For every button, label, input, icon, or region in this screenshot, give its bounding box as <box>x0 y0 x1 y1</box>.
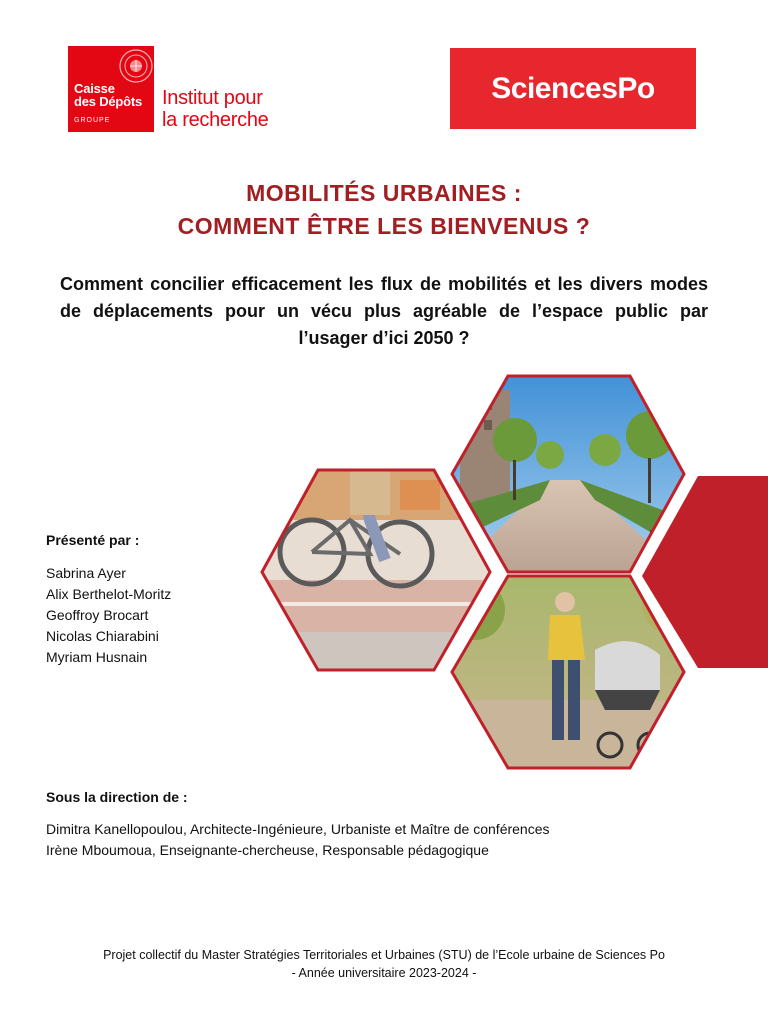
cyclist-photo <box>250 465 500 675</box>
page-subtitle: Comment concilier efficacement les flux de mobilités et les divers modes de déplacements pour un vécu plus agréable de l’espace public par l’usager d’ici 2050 ? <box>60 274 708 348</box>
institute-name <box>162 87 268 131</box>
title-line2: COMMENT ÊTRE LES BIENVENUS ? <box>177 213 591 239</box>
cdc-group-label: GROUPE <box>74 117 111 124</box>
cdc-name-line2: des Dépôts <box>74 94 143 109</box>
cdc-name-line1: Caisse <box>74 81 115 96</box>
presented-by-label: Présenté par : <box>46 532 140 548</box>
sciencespo-logo-text: SciencesPo <box>491 71 655 105</box>
director-entry: Dimitra Kanellopoulou, Architecte-Ingénieure, Urbaniste et Maître de conférences <box>46 821 550 837</box>
direction-label: Sous la direction de : <box>46 789 188 805</box>
director-entry: Irène Mboumoua, Enseignante-chercheuse, Responsable pédagogique <box>46 842 489 858</box>
tree-lined-promenade-photo <box>445 370 690 580</box>
institute-name-line2: la recherche <box>162 109 269 131</box>
hexagon-collage <box>250 370 768 780</box>
presenter-name: Alix Berthelot-Moritz <box>46 586 172 602</box>
presenter-name: Myriam Husnain <box>46 649 148 665</box>
institute-name-line1: Institut pour <box>162 87 263 109</box>
title-line1: MOBILITÉS URBAINES : <box>246 180 522 206</box>
presenter-name: Nicolas Chiarabini <box>46 628 159 644</box>
page-title <box>0 177 768 243</box>
cdc-institute-logo <box>68 46 290 132</box>
footer <box>46 946 722 982</box>
cdc-logo-block <box>68 46 154 132</box>
footer-year-line: - Année universitaire 2023-2024 - <box>291 966 477 980</box>
footer-project-line: Projet collectif du Master Stratégies Territoriales et Urbaines (STU) de l’Ecole urbaine de Sciences Po <box>103 948 665 962</box>
presenter-name: Geoffroy Brocart <box>46 607 149 623</box>
presenter-list <box>46 563 171 668</box>
cdc-name <box>74 82 142 108</box>
sciencespo-logo <box>450 48 696 129</box>
presenter-name: Sabrina Ayer <box>46 565 126 581</box>
director-list <box>46 819 550 861</box>
